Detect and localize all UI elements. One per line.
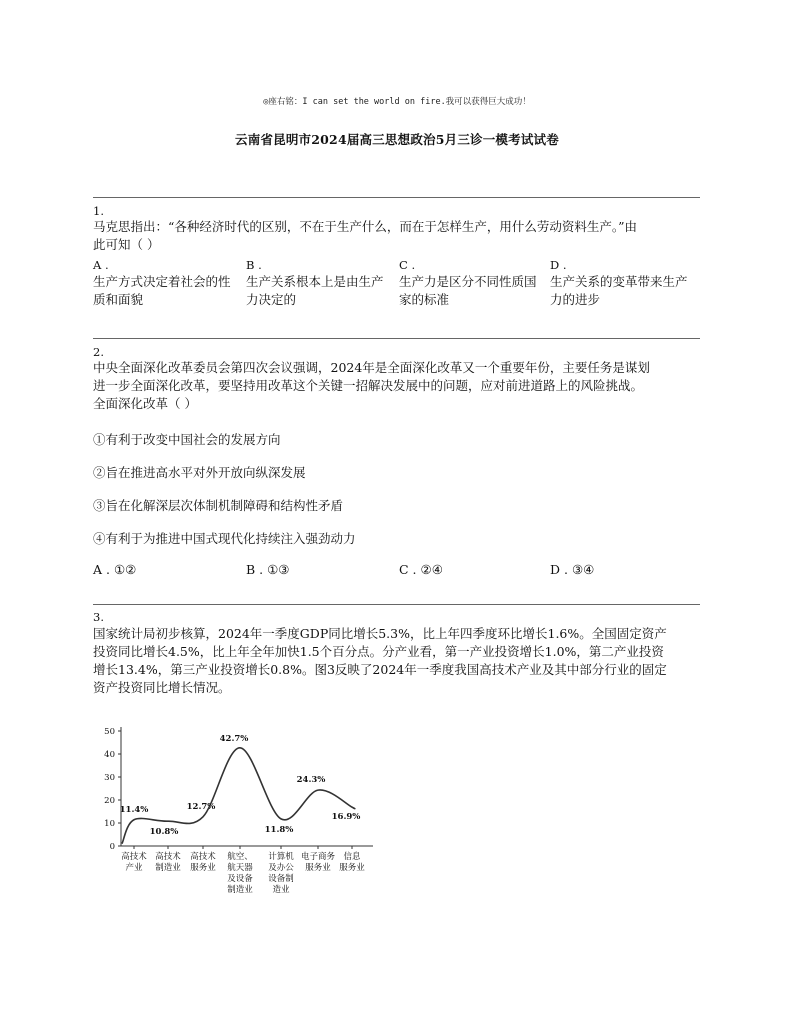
answer-d[interactable]: D . ③④ <box>550 562 595 577</box>
x-tick-label-line: 及设备 <box>227 874 253 884</box>
x-tick-label-line: 电子商务 <box>300 852 336 862</box>
question-stem <box>93 218 703 254</box>
x-tick-label-line: 服务业 <box>190 863 216 873</box>
x-tick-label <box>301 851 336 873</box>
exam-title: 云南省昆明市2024届高三思想政治5月三诊一模考试试卷 <box>235 132 559 147</box>
x-tick-label-line: 及办公 <box>268 863 294 873</box>
option-c-letter[interactable]: C . <box>399 258 416 272</box>
question-number: 1. <box>93 204 104 218</box>
option-line: 家的标准 <box>399 292 450 307</box>
y-tick-label: 20 <box>104 796 115 806</box>
y-tick-label: 50 <box>104 727 115 737</box>
x-tick-label-line: 航空、 <box>227 852 253 862</box>
option-d-text[interactable] <box>550 273 705 309</box>
option-line: 力的进步 <box>550 292 601 307</box>
x-tick-label-line: 制造业 <box>155 863 181 873</box>
statement-1: ①有利于改变中国社会的发展方向 <box>93 432 281 447</box>
question-number: 3. <box>93 610 104 624</box>
x-tick-label-line: 高技术 <box>190 852 216 862</box>
y-tick-label: 0 <box>109 842 115 852</box>
stem-line: 进一步全面深化改革，要坚持用改革这个关键一招解决发展中的问题，应对前进道路上的风险挑战。 <box>93 378 644 393</box>
divider <box>93 604 700 605</box>
y-tick-label: 40 <box>104 750 115 760</box>
y-tick-label: 10 <box>104 819 115 829</box>
answer-a[interactable]: A . ①② <box>93 562 137 577</box>
x-tick-label-line: 航天器 <box>227 863 253 873</box>
x-tick-label <box>155 851 181 873</box>
x-tick-label-line: 高技术 <box>155 852 181 862</box>
data-label: 11.8% <box>264 824 294 835</box>
answer-c[interactable]: C . ②④ <box>399 562 443 577</box>
option-line: 力决定的 <box>246 292 297 307</box>
option-line: 生产力是区分不同性质国 <box>399 274 537 289</box>
x-tick-label <box>227 851 253 895</box>
option-c-text[interactable] <box>399 273 554 309</box>
x-tick-label-line: 计算机 <box>268 852 294 862</box>
x-tick-label-line: 服务业 <box>305 863 331 873</box>
stem-line: 资产投资同比增长情况。 <box>93 680 231 695</box>
x-tick-label-line: 设备制 <box>268 874 294 884</box>
stem-line: 投资同比增长4.5%，比上年全年加快1.5个百分点。分产业看，第一产业投资增长1.0%，第二产业投资 <box>93 644 664 659</box>
option-line: 生产关系的变革带来生产 <box>550 274 688 289</box>
stem-line: 全面深化改革（ ） <box>93 396 197 411</box>
stem-line: 中央全面深化改革委员会第四次会议强调，2024年是全面深化改革又一个重要年份，主要任务是谋划 <box>93 360 650 375</box>
option-b-letter[interactable]: B . <box>246 258 262 272</box>
option-a-text[interactable] <box>93 273 248 309</box>
stem-line: 增长13.4%，第三产业投资增长0.8%。图3反映了2024年一季度我国高技术产业及其中部分行业的固定 <box>93 662 667 677</box>
x-tick-label-line: 高技术 <box>121 852 147 862</box>
option-b-text[interactable] <box>246 273 401 309</box>
option-a-letter[interactable]: A . <box>93 258 109 272</box>
x-tick-label <box>339 851 365 873</box>
answer-b[interactable]: B . ①③ <box>246 562 290 577</box>
x-tick-label-line: 造业 <box>272 885 290 895</box>
motto: ◎座右铭：I can set the world on fire.我可以获得巨大成功！ <box>263 97 531 107</box>
option-line: 生产关系根本上是由生产 <box>246 274 384 289</box>
x-tick-label-line: 产业 <box>125 863 143 873</box>
x-tick-label <box>121 851 147 873</box>
statement-2: ②旨在推进高水平对外开放向纵深发展 <box>93 465 306 480</box>
stem-line: 马克思指出：“各种经济时代的区别，不在于生产什么，而在于怎样生产，用什么劳动资料生产。”由 <box>93 219 638 234</box>
option-d-letter[interactable]: D . <box>550 258 567 272</box>
x-tick-label <box>268 851 294 895</box>
statement-4: ④有利于为推进中国式现代化持续注入强劲动力 <box>93 531 356 546</box>
question-stem <box>93 359 703 413</box>
x-tick-label <box>190 851 216 873</box>
x-tick-label-line: 制造业 <box>227 885 253 895</box>
divider <box>93 197 700 198</box>
data-label: 12.7% <box>186 801 216 812</box>
stem-line: 此可知（ ） <box>93 237 160 252</box>
x-tick-label-line: 服务业 <box>339 863 365 873</box>
investment-growth-chart <box>93 715 393 915</box>
divider <box>93 338 700 339</box>
statement-3: ③旨在化解深层次体制机制障碍和结构性矛盾 <box>93 498 344 513</box>
data-label: 16.9% <box>331 812 361 823</box>
stem-line: 国家统计局初步核算，2024年一季度GDP同比增长5.3%，比上年四季度环比增长1.6%。全国固定资产 <box>93 626 667 641</box>
option-line: 生产方式决定着社会的性 <box>93 274 231 289</box>
data-label: 24.3% <box>296 775 326 786</box>
data-label: 42.7% <box>219 733 249 744</box>
option-line: 质和面貌 <box>93 292 144 307</box>
question-number: 2. <box>93 345 104 359</box>
x-tick-label-line: 信息 <box>343 852 361 862</box>
data-label: 10.8% <box>149 827 179 838</box>
y-tick-label: 30 <box>104 773 115 783</box>
question-stem <box>93 625 703 697</box>
data-label: 11.4% <box>119 804 149 815</box>
